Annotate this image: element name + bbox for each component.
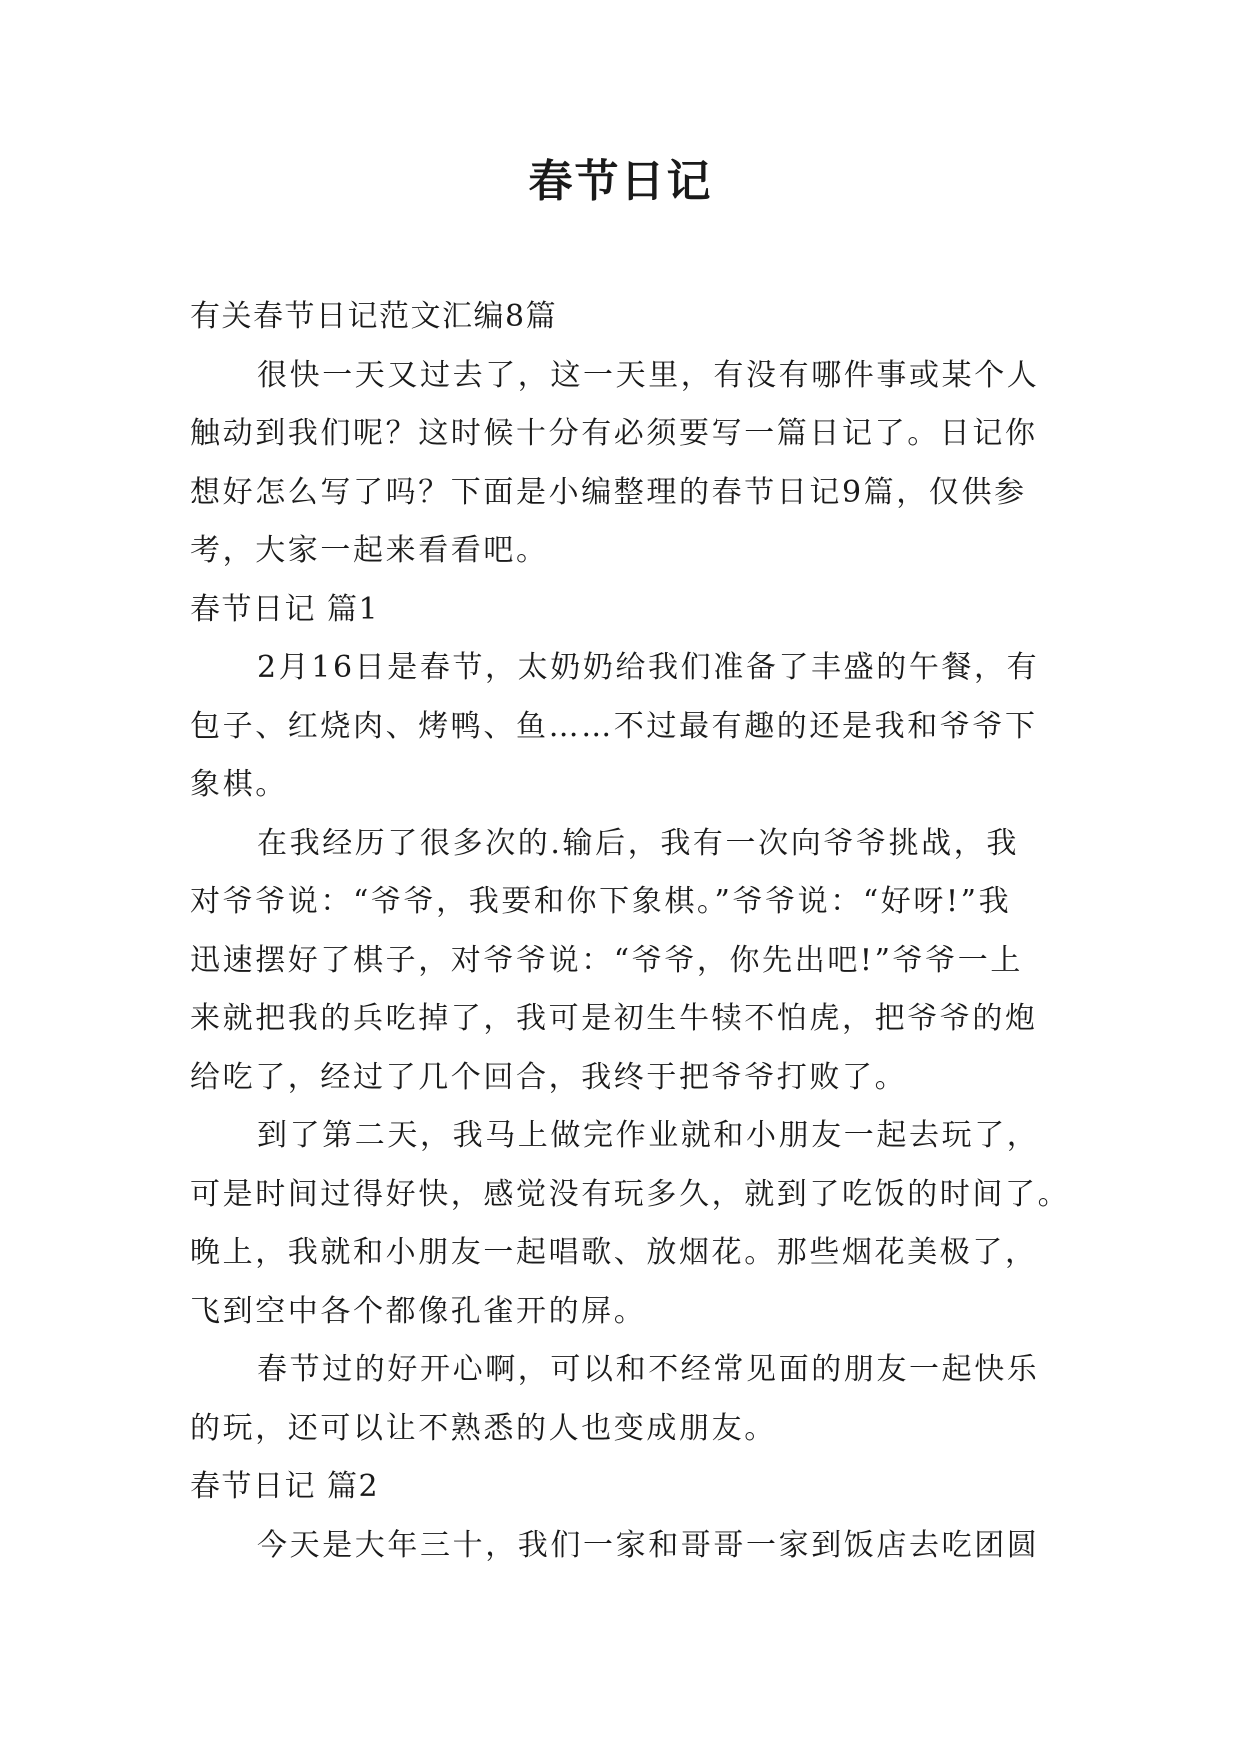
text-line: 晚上，我就和小朋友一起唱歌、放烟花。那些烟花美极了， [190, 1235, 1038, 1270]
text-line: 在我经历了很多次的.输后，我有一次向爷爷挑战，我 [257, 825, 1019, 861]
text-line: 触动到我们呢？这时候十分有必须要写一篇日记了。日记你 [190, 416, 1038, 451]
text-line: 迅速摆好了棋子，对爷爷说：“爷爷，你先出吧!”爷爷一上 [190, 942, 1023, 978]
text-line: 2月16日是春节，太奶奶给我们准备了丰盛的午餐，有 [257, 650, 1040, 685]
text-line: 今天是大年三十，我们一家和哥哥一家到饭店去吃团圆 [257, 1527, 1040, 1563]
document-title: 春节日记 [528, 156, 713, 207]
intro-heading: 有关春节日记范文汇编8篇 [190, 299, 558, 334]
text-line: 给吃了，经过了几个回合，我终于把爷爷打败了。 [190, 1059, 908, 1095]
text-line: 春节过的好开心啊，可以和不经常见面的朋友一起快乐 [257, 1352, 1040, 1387]
text-line: 象棋。 [190, 767, 288, 802]
text-line: 飞到空中各个都像孔雀开的屏。 [190, 1293, 647, 1329]
text-line: 很快一天又过去了，这一天里，有没有哪件事或某个人 [257, 357, 1040, 393]
text-line: 的玩，还可以让不熟悉的人也变成朋友。 [190, 1410, 777, 1446]
section-heading: 春节日记 篇2 [190, 1469, 380, 1504]
section-heading: 春节日记 篇1 [190, 591, 380, 627]
text-line: 考，大家一起来看看吧。 [190, 533, 549, 568]
text-line: 到了第二天，我马上做完作业就和小朋友一起去玩了， [257, 1118, 1040, 1153]
text-line: 来就把我的兵吃掉了，我可是初生牛犊不怕虎，把爷爷的炮 [190, 1001, 1038, 1036]
document-body [190, 288, 1071, 1575]
text-line: 对爷爷说：“爷爷，我要和你下象棋。”爷爷说：“好呀!”我 [190, 884, 1012, 919]
text-line: 想好怎么写了吗？下面是小编整理的春节日记9篇，仅供参 [190, 474, 1027, 510]
text-line: 可是时间过得好快，感觉没有玩多久，就到了吃饭的时间了。 [190, 1176, 1071, 1212]
text-line: 包子、红烧肉、烤鸭、鱼……不过最有趣的还是我和爷爷下 [190, 708, 1038, 744]
